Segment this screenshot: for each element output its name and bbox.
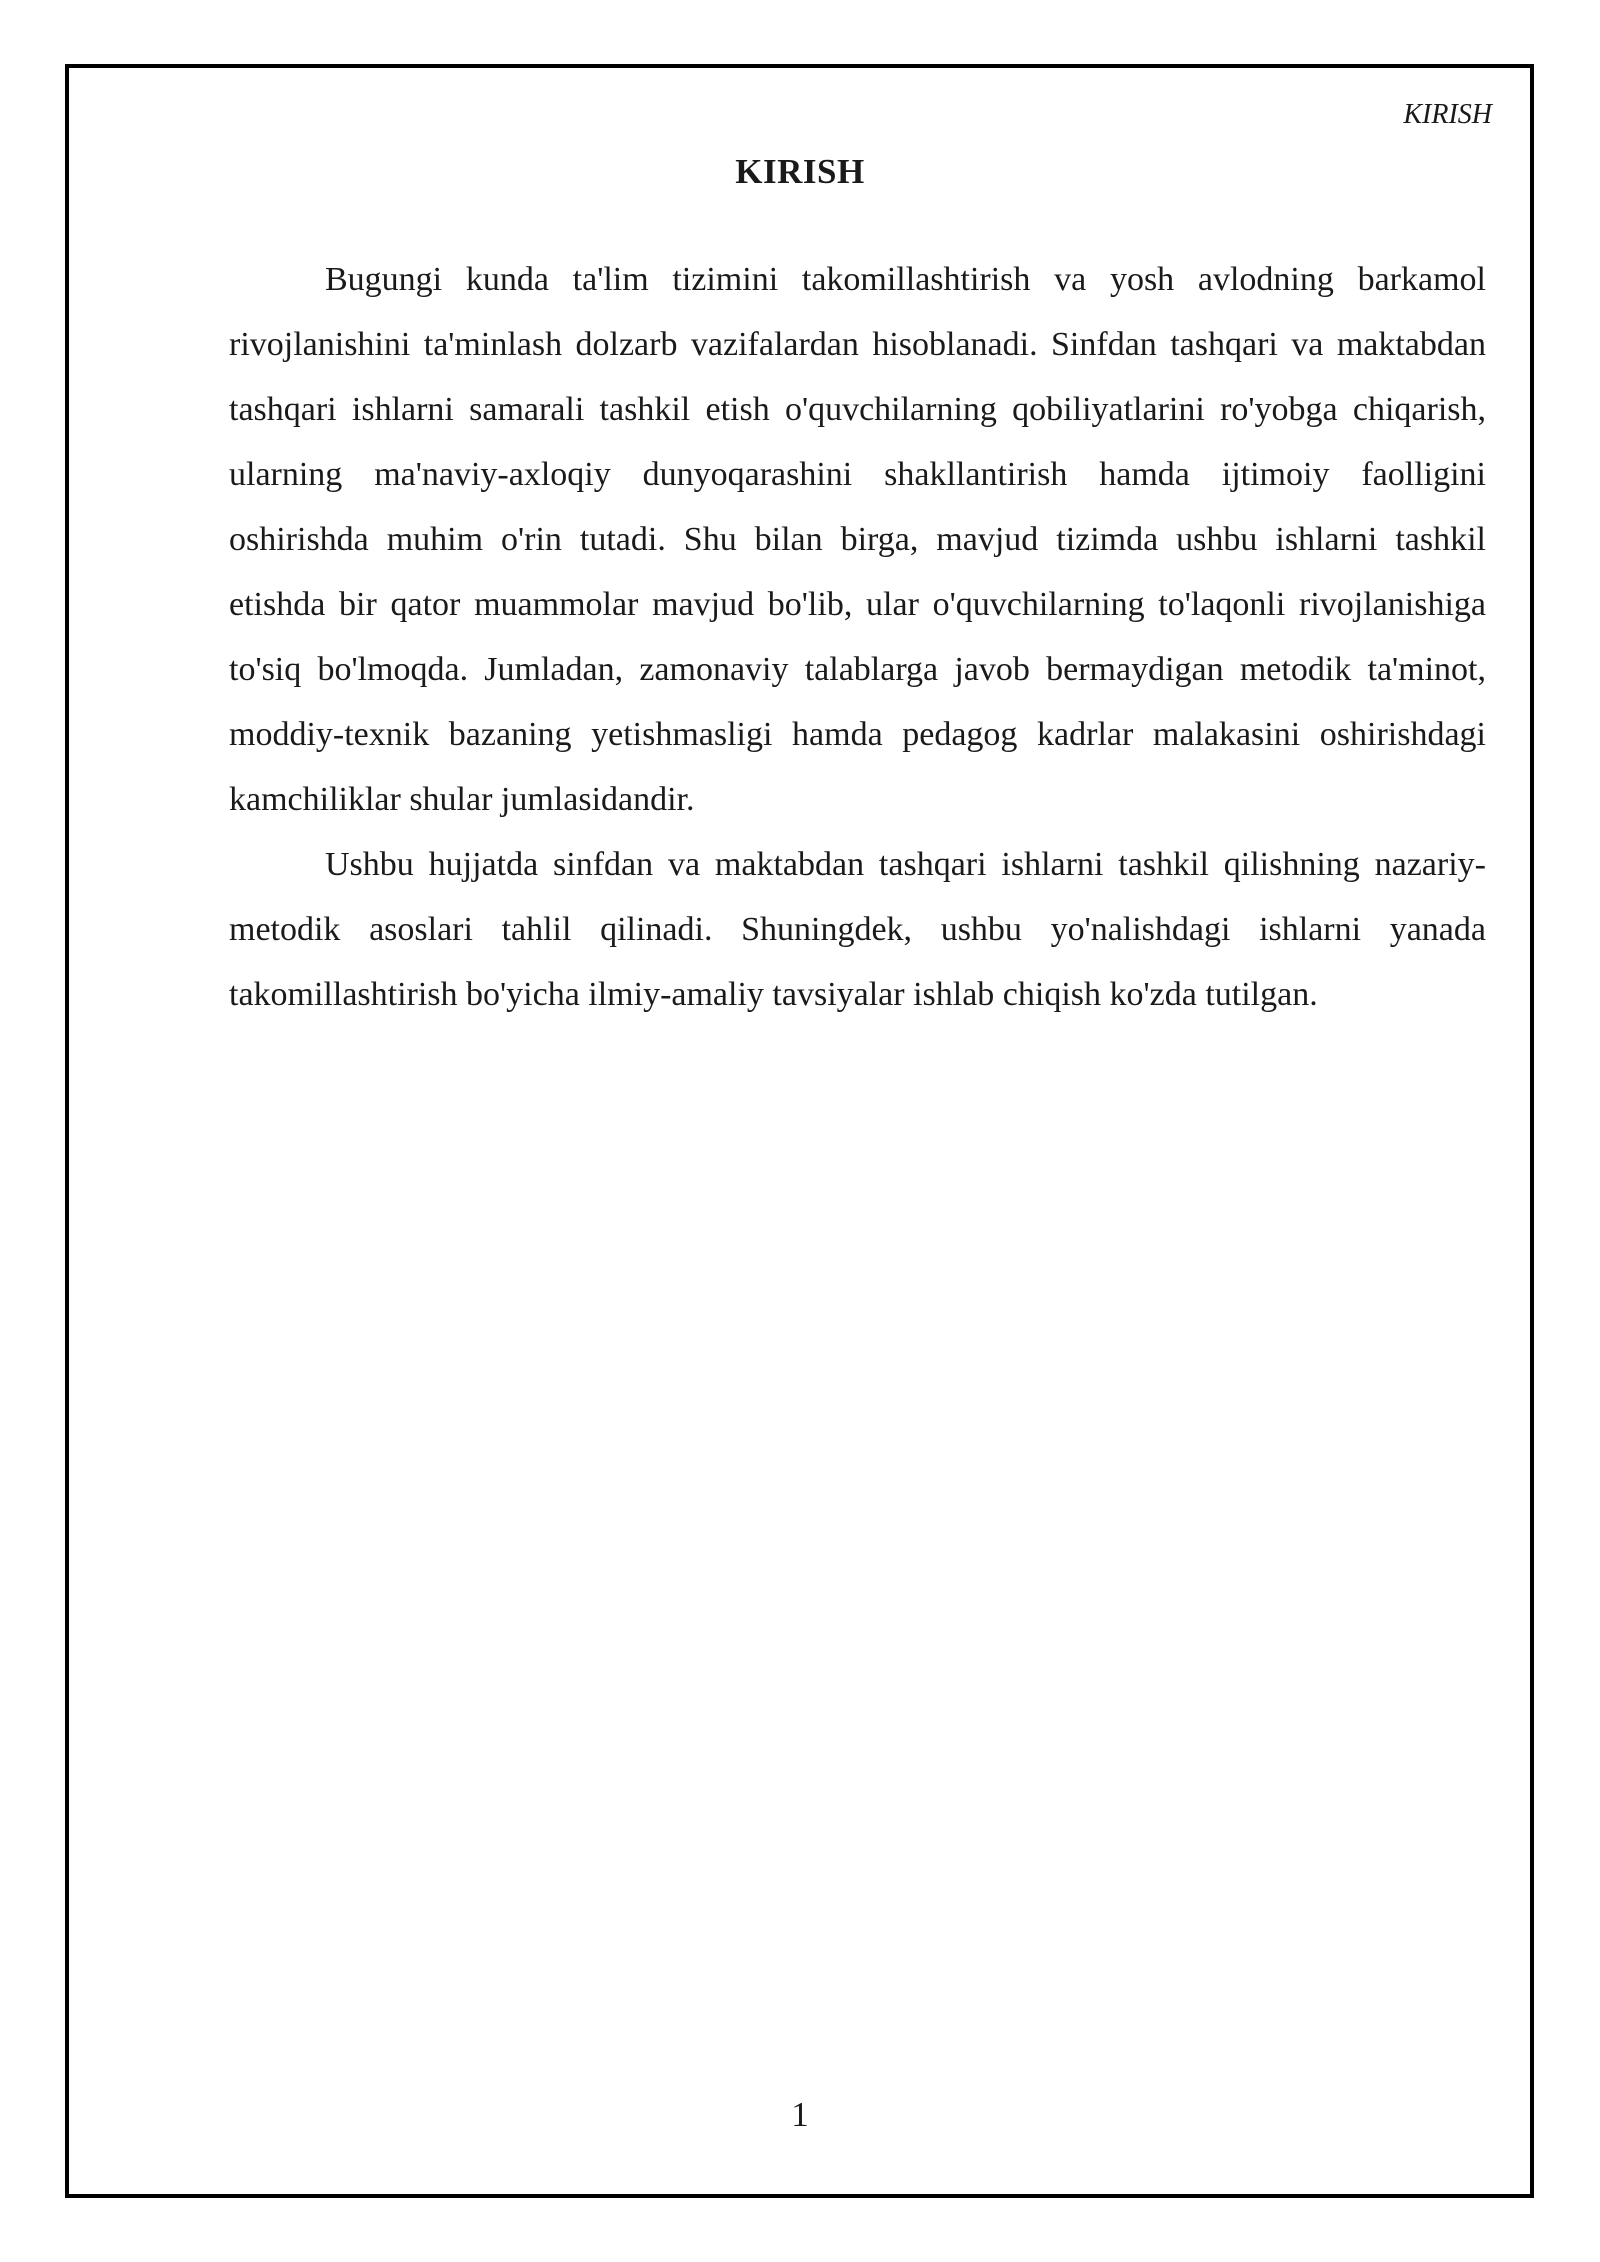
body-text: [229, 247, 1486, 1027]
running-header: KIRISH: [1403, 99, 1492, 130]
page-title: KIRISH: [735, 152, 865, 191]
paragraph-intro: Bugungi kunda ta'lim tizimini takomillashtirish va yosh avlodning barkamol rivojlanishini ta'minlash dolzarb vazifalardan hisoblanadi. Sinfdan tashqari va maktabdan tashqari ishlarni samarali tashkil etish o'quvchilarning qobiliyatlarini ro'yobga chiqarish, ularning ma'naviy-axloqiy dunyoqarashini shakllantirish hamda ijtimoiy faolligini oshirishda muhim o'rin tutadi. Shu bilan birga, mavjud tizimda ushbu ishlarni tashkil etishda bir qator muammolar mavjud bo'lib, ular o'quvchilarning to'laqonli rivojlanishiga to'siq bo'lmoqda. Jumladan, zamonaviy talablarga javob bermaydigan metodik ta'minot, moddiy-texnik bazaning yetishmasligi hamda pedagog kadrlar malakasini oshirishdagi kamchiliklar shular jumlasidandir.: [229, 261, 1486, 818]
paragraph-purpose: Ushbu hujjatda sinfdan va maktabdan tashqari ishlarni tashkil qilishning nazariy-metodik asoslari tahlil qilinadi. Shuningdek, ushbu yo'nalishdagi ishlarni yanada takomillashtirish bo'yicha ilmiy-amaliy tavsiyalar ishlab chiqish ko'zda tutilgan.: [229, 846, 1486, 1013]
page-number: 1: [791, 2095, 809, 2134]
